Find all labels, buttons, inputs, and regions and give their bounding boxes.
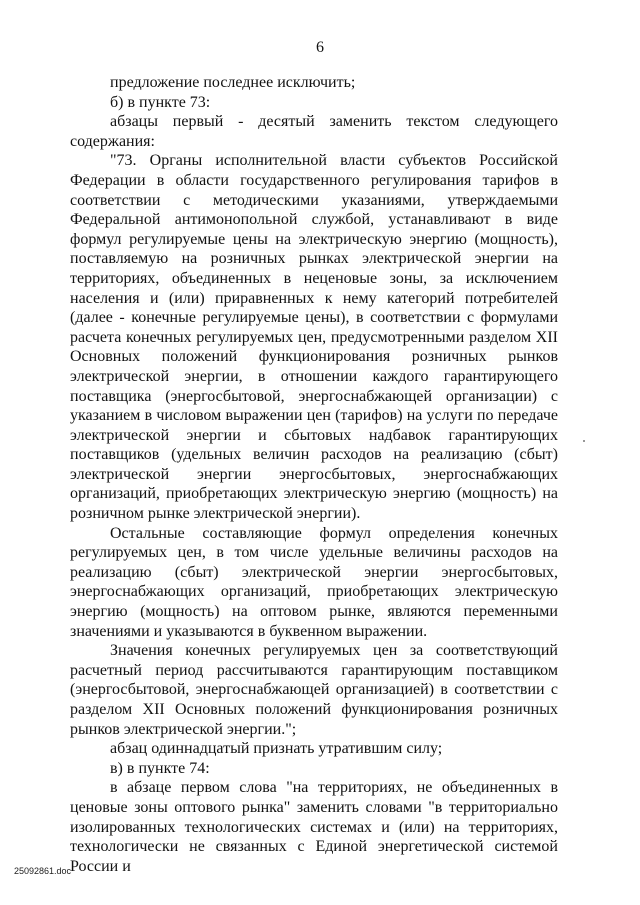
paragraph-7: абзац одиннадцатый признать утратившим силу; <box>110 740 443 758</box>
paragraph-1: предложение последнее исключить; <box>110 74 356 91</box>
paragraph-6: Значения конечных регулируемых цен за соответствующий расчетный период рассчитываются гарантирующим поставщиком (энергосбытовой, энергоснабжающей организацией) в соответствии с разделом XII Основных положений функционирования розничных рынков электрической энергии."; <box>70 642 558 738</box>
paragraph-3: абзацы первый - десятый заменить текстом следующего содержания: <box>70 113 558 150</box>
footer-file-code: 25092861.doc <box>14 866 72 876</box>
scan-speck <box>583 440 585 442</box>
paragraph-8: в) в пункте 74: <box>110 759 210 777</box>
document-body <box>70 73 558 876</box>
paragraph-4: "73. Органы исполнительной власти субъектов Российской Федерации в области государственного регулирования тарифов в соответствии с методическими указаниями, утверждаемыми Федеральной антимонопольной службой, устанавливают в виде формул регулируемые цены на электрическую энергию (мощность), поставляемую на розничных рынках электрической энергии на территориях, объединенных в неценовые зоны, за исключением населения и (или) приравненных к нему категорий потребителей (далее - конечные регулируемые цены), в соответствии с формулами расчета конечных регулируемых цен, предусмотренными разделом XII Основных положений функционирования розничных рынков электрической энергии, в отношении каждого гарантирующего поставщика (энергосбытовой, энергоснабжающей организации) с указанием в числовом выражении цен (тарифов) на услуги по передаче электрической энергии и сбытовых надбавок гарантирующих поставщиков (удельных величин расходов на реализацию (сбыт) электрической энергии энергосбытовых, энергоснабжающих организаций, приобретающих электрическую энергию (мощность) на розничном рынке электрической энергии). <box>70 152 558 523</box>
paragraph-2: б) в пункте 73: <box>110 93 211 111</box>
page-number: 6 <box>316 39 324 56</box>
paragraph-5: Остальные составляющие формул определения конечных регулируемых цен, в том числе удельные величины расходов на реализацию (сбыт) электрической энергии энергосбытовых, энергоснабжающих организаций, приобретающих электрическую энергию (мощность) на оптовом рынке, являются переменными значениями и указываются в буквенном выражении. <box>70 524 558 640</box>
paragraph-9: в абзаце первом слова "на территориях, не объединенных в ценовые зоны оптового рынка" заменить словами "в территориально изолированных технологических системах и (или) на территориях, технологически не связанных с Единой энергетической системой России и <box>70 779 558 875</box>
